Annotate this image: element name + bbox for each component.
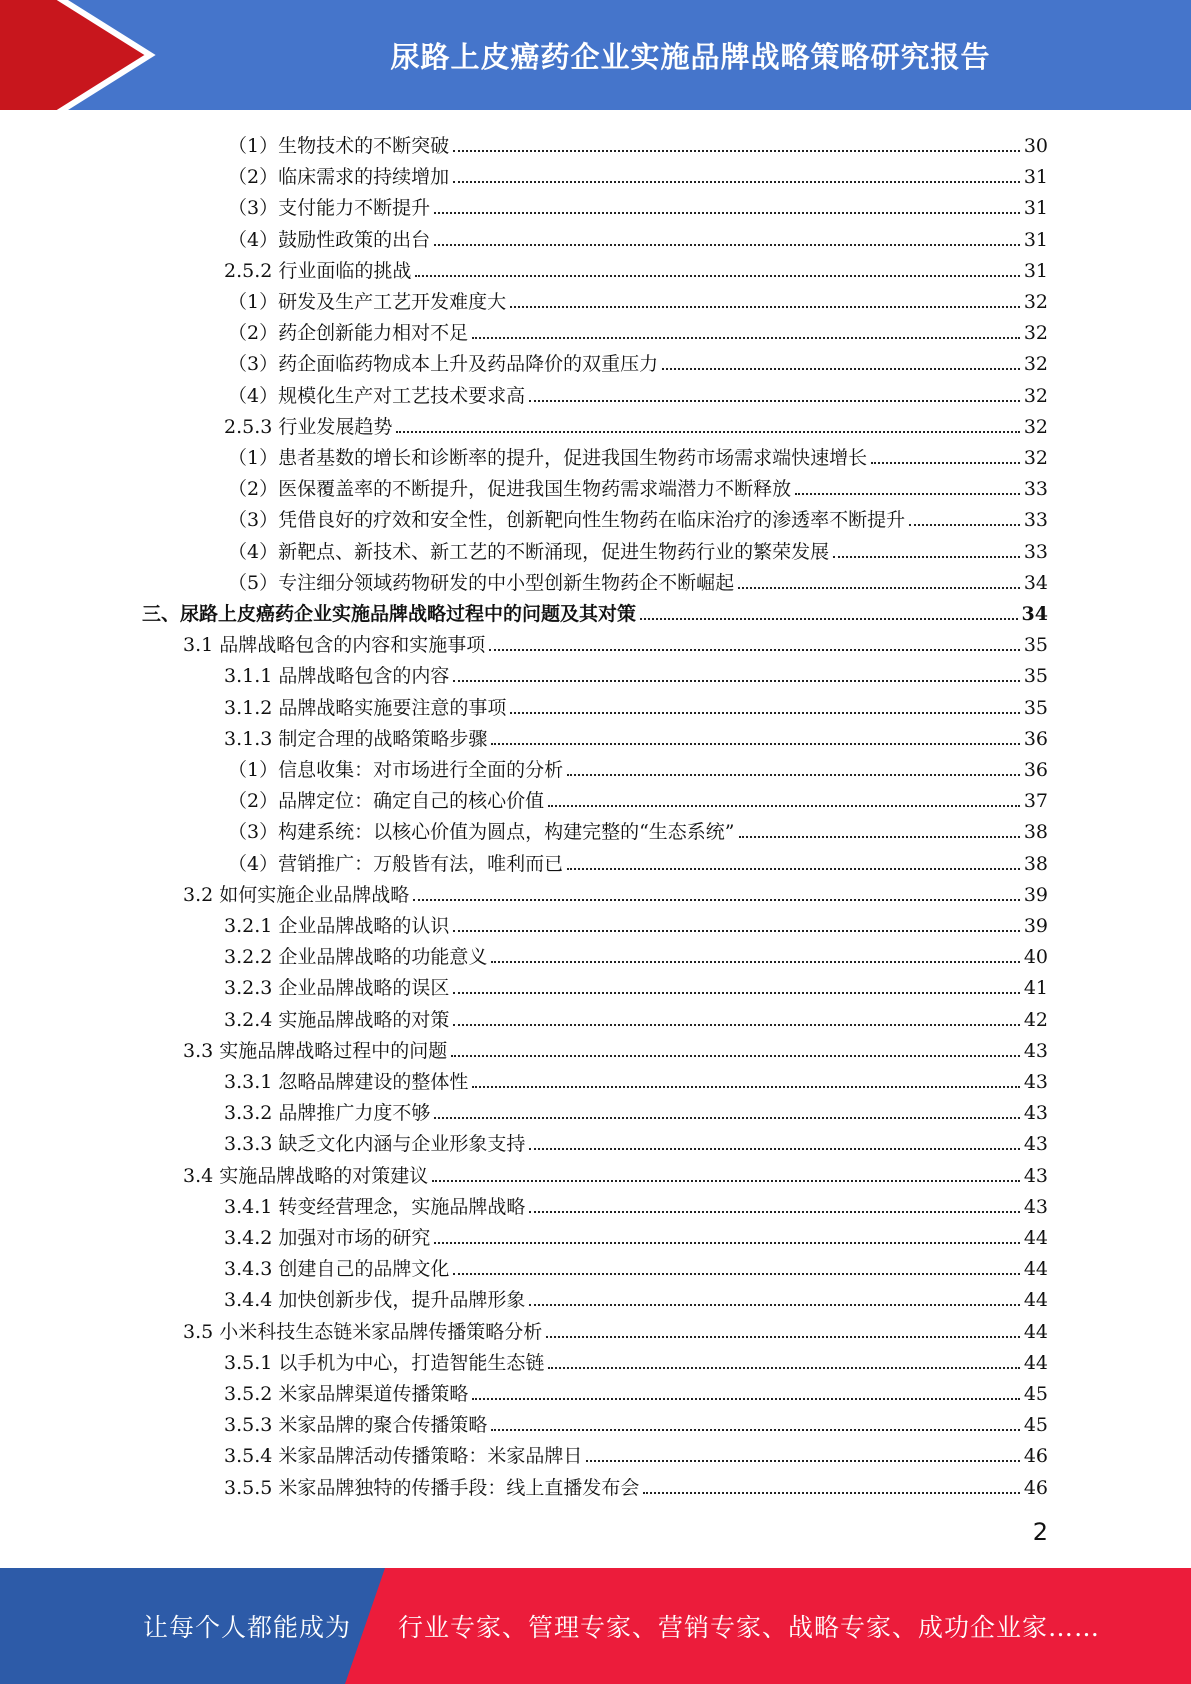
toc-entry-title: 3.3.2 品牌推广力度不够 bbox=[224, 1102, 431, 1124]
toc-dot-leader bbox=[434, 1117, 1019, 1119]
toc-entry-title: 3.4.1 转变经营理念，实施品牌战略 bbox=[224, 1196, 526, 1218]
toc-dot-leader bbox=[453, 992, 1019, 994]
toc-entry[interactable] bbox=[228, 221, 1048, 252]
toc-entry-title: （4）营销推广：万般皆有法，唯利而已 bbox=[228, 853, 564, 875]
toc-entry[interactable] bbox=[224, 689, 1048, 720]
toc-dot-leader bbox=[434, 1242, 1019, 1244]
toc-entry-page: 42 bbox=[1023, 1009, 1048, 1031]
toc-entry-title: 3.1 品牌战略包含的内容和实施事项 bbox=[183, 634, 486, 656]
toc-entry[interactable] bbox=[224, 657, 1048, 688]
toc-entry[interactable] bbox=[224, 408, 1048, 439]
toc-entry-page: 44 bbox=[1023, 1321, 1048, 1343]
toc-entry-page: 34 bbox=[1023, 572, 1048, 594]
toc-dot-leader bbox=[434, 244, 1020, 246]
toc-dot-leader bbox=[739, 836, 1020, 838]
document-title: 尿路上皮癌药企业实施品牌战略策略研究报告 bbox=[390, 39, 991, 74]
toc-entry-title: 3.4.4 加快创新步伐，提升品牌形象 bbox=[224, 1289, 526, 1311]
toc-entry[interactable] bbox=[224, 1281, 1048, 1312]
toc-entry[interactable] bbox=[224, 1125, 1048, 1156]
toc-entry[interactable] bbox=[228, 314, 1048, 345]
toc-entry-title: 3.2 如何实施企业品牌战略 bbox=[183, 884, 410, 906]
toc-entry[interactable] bbox=[224, 1344, 1048, 1375]
toc-entry-page: 39 bbox=[1023, 884, 1048, 906]
toc-entry-page: 31 bbox=[1023, 197, 1048, 219]
toc-dot-leader bbox=[510, 712, 1019, 714]
toc-entry-page: 36 bbox=[1023, 728, 1048, 750]
toc-entry[interactable] bbox=[228, 751, 1048, 782]
toc-entry[interactable] bbox=[224, 720, 1048, 751]
toc-entry[interactable] bbox=[228, 533, 1048, 564]
toc-entry-page: 45 bbox=[1023, 1383, 1048, 1405]
toc-entry-title: （1）研发及生产工艺开发难度大 bbox=[228, 291, 507, 313]
toc-dot-leader bbox=[529, 1148, 1019, 1150]
toc-dot-leader bbox=[453, 1273, 1019, 1275]
toc-entry-page: 32 bbox=[1023, 322, 1048, 344]
toc-entry[interactable] bbox=[183, 876, 1048, 907]
toc-dot-leader bbox=[453, 1024, 1019, 1026]
toc-entry-title: （1）患者基数的增长和诊断率的提升，促进我国生物药市场需求端快速增长 bbox=[228, 447, 868, 469]
toc-entry-title: 3.3.1 忽略品牌建设的整体性 bbox=[224, 1071, 469, 1093]
toc-entry-page: 39 bbox=[1023, 915, 1048, 937]
toc-dot-leader bbox=[529, 1304, 1019, 1306]
toc-dot-leader bbox=[491, 961, 1019, 963]
toc-entry-page: 36 bbox=[1023, 759, 1048, 781]
toc-dot-leader bbox=[434, 212, 1020, 214]
toc-entry[interactable] bbox=[228, 158, 1048, 189]
toc-dot-leader bbox=[548, 1367, 1019, 1369]
toc-entry-page: 35 bbox=[1023, 665, 1048, 687]
toc-entry[interactable] bbox=[224, 1188, 1048, 1219]
toc-dot-leader bbox=[510, 306, 1020, 308]
toc-entry-title: 3.3.3 缺乏文化内涵与企业形象支持 bbox=[224, 1133, 526, 1155]
toc-dot-leader bbox=[833, 556, 1020, 558]
toc-entry-title: 3.2.2 企业品牌战略的功能意义 bbox=[224, 946, 488, 968]
toc-dot-leader bbox=[472, 1086, 1019, 1088]
toc-entry-title: 三、尿路上皮癌药企业实施品牌战略过程中的问题及其对策 bbox=[142, 603, 637, 625]
toc-entry[interactable] bbox=[228, 189, 1048, 220]
toc-entry-title: 3.5.3 米家品牌的聚合传播策略 bbox=[224, 1414, 488, 1436]
toc-entry[interactable] bbox=[183, 1032, 1048, 1063]
toc-dot-leader bbox=[529, 400, 1020, 402]
toc-dot-leader bbox=[643, 1492, 1019, 1494]
toc-entry[interactable] bbox=[224, 969, 1048, 1000]
toc-dot-leader bbox=[548, 805, 1020, 807]
toc-entry[interactable] bbox=[224, 1001, 1048, 1032]
toc-entry-title: （2）临床需求的持续增加 bbox=[228, 166, 450, 188]
toc-dot-leader bbox=[662, 368, 1020, 370]
toc-entry[interactable] bbox=[228, 283, 1048, 314]
page-number: 2 bbox=[1032, 1518, 1048, 1546]
toc-entry[interactable] bbox=[228, 127, 1048, 158]
toc-entry[interactable] bbox=[224, 907, 1048, 938]
toc-entry-title: （3）凭借良好的疗效和安全性，创新靶向性生物药在临床治疗的渗透率不断提升 bbox=[228, 509, 906, 531]
toc-entry-page: 44 bbox=[1023, 1227, 1048, 1249]
toc-dot-leader bbox=[640, 618, 1018, 620]
toc-dot-leader bbox=[567, 868, 1020, 870]
toc-dot-leader bbox=[909, 524, 1020, 526]
page-footer bbox=[0, 1568, 1191, 1684]
toc-entry-page: 45 bbox=[1023, 1414, 1048, 1436]
toc-entry-title: （2）品牌定位：确定自己的核心价值 bbox=[228, 790, 545, 812]
toc-entry[interactable] bbox=[228, 470, 1048, 501]
toc-dot-leader bbox=[472, 337, 1020, 339]
toc-entry[interactable] bbox=[228, 439, 1048, 470]
toc-dot-leader bbox=[586, 1460, 1019, 1462]
toc-entry-title: 2.5.3 行业发展趋势 bbox=[224, 416, 393, 438]
toc-entry[interactable] bbox=[224, 1437, 1048, 1468]
toc-dot-leader bbox=[738, 587, 1020, 589]
toc-entry-page: 32 bbox=[1023, 447, 1048, 469]
toc-entry-page: 38 bbox=[1023, 853, 1048, 875]
toc-entry-title: （2）医保覆盖率的不断提升，促进我国生物药需求端潜力不断释放 bbox=[228, 478, 792, 500]
toc-entry-page: 43 bbox=[1023, 1165, 1048, 1187]
toc-dot-leader bbox=[529, 1211, 1019, 1213]
toc-entry-title: （3）构建系统：以核心价值为圆点，构建完整的“生态系统” bbox=[228, 821, 735, 843]
toc-entry-title: 3.5.5 米家品牌独特的传播手段：线上直播发布会 bbox=[224, 1477, 640, 1499]
toc-entry-page: 40 bbox=[1023, 946, 1048, 968]
toc-entry-page: 30 bbox=[1023, 135, 1048, 157]
toc-entry[interactable] bbox=[228, 345, 1048, 376]
toc-entry-title: （5）专注细分领域药物研发的中小型创新生物药企不断崛起 bbox=[228, 572, 735, 594]
toc-entry-page: 44 bbox=[1023, 1289, 1048, 1311]
toc-entry[interactable] bbox=[224, 938, 1048, 969]
toc-dot-leader bbox=[453, 930, 1019, 932]
toc-entry-page: 46 bbox=[1023, 1445, 1048, 1467]
toc-dot-leader bbox=[489, 649, 1020, 651]
toc-dot-leader bbox=[546, 1336, 1020, 1338]
toc-entry-title: 3.2.4 实施品牌战略的对策 bbox=[224, 1009, 450, 1031]
toc-entry[interactable] bbox=[224, 1250, 1048, 1281]
toc-entry[interactable] bbox=[228, 813, 1048, 844]
toc-entry-page: 43 bbox=[1023, 1040, 1048, 1062]
toc-entry-page: 44 bbox=[1023, 1352, 1048, 1374]
toc-entry-title: （1）信息收集：对市场进行全面的分析 bbox=[228, 759, 564, 781]
toc-entry-title: （4）规模化生产对工艺技术要求高 bbox=[228, 385, 526, 407]
toc-entry-title: 3.2.1 企业品牌战略的认识 bbox=[224, 915, 450, 937]
toc-entry-title: 3.4 实施品牌战略的对策建议 bbox=[183, 1165, 429, 1187]
toc-entry-title: 2.5.2 行业面临的挑战 bbox=[224, 260, 412, 282]
toc-entry[interactable] bbox=[224, 1094, 1048, 1125]
header-red-arrow bbox=[0, 0, 148, 110]
toc-dot-leader bbox=[795, 493, 1020, 495]
toc-dot-leader bbox=[415, 275, 1019, 277]
toc-entry-page: 32 bbox=[1023, 416, 1048, 438]
toc-entry-title: 3.4.2 加强对市场的研究 bbox=[224, 1227, 431, 1249]
toc-entry-title: 3.1.3 制定合理的战略策略步骤 bbox=[224, 728, 488, 750]
toc-entry-page: 38 bbox=[1023, 821, 1048, 843]
toc-entry[interactable] bbox=[142, 595, 1048, 626]
toc-entry-page: 41 bbox=[1023, 977, 1048, 999]
toc-entry-title: （3）支付能力不断提升 bbox=[228, 197, 431, 219]
toc-dot-leader bbox=[871, 462, 1020, 464]
toc-dot-leader bbox=[396, 431, 1019, 433]
toc-entry[interactable] bbox=[224, 252, 1048, 283]
toc-entry-title: 3.1.1 品牌战略包含的内容 bbox=[224, 665, 450, 687]
toc-entry[interactable] bbox=[224, 1406, 1048, 1437]
toc-entry-page: 46 bbox=[1023, 1477, 1048, 1499]
toc-entry[interactable] bbox=[183, 1157, 1048, 1188]
toc-entry-page: 43 bbox=[1023, 1133, 1048, 1155]
toc-entry-page: 34 bbox=[1021, 603, 1048, 625]
toc-entry[interactable] bbox=[228, 782, 1048, 813]
toc-dot-leader bbox=[453, 181, 1020, 183]
toc-entry-title: 3.5 小米科技生态链米家品牌传播策略分析 bbox=[183, 1321, 543, 1343]
toc-entry-page: 33 bbox=[1023, 478, 1048, 500]
toc-entry-title: （1）生物技术的不断突破 bbox=[228, 135, 450, 157]
toc-entry[interactable] bbox=[228, 564, 1048, 595]
toc-entry-title: 3.1.2 品牌战略实施要注意的事项 bbox=[224, 697, 507, 719]
toc-entry-page: 32 bbox=[1023, 385, 1048, 407]
toc-entry-title: （3）药企面临药物成本上升及药品降价的双重压力 bbox=[228, 353, 659, 375]
toc-dot-leader bbox=[472, 1398, 1019, 1400]
toc-dot-leader bbox=[453, 150, 1020, 152]
toc-entry-page: 44 bbox=[1023, 1258, 1048, 1280]
toc-entry-title: 3.5.2 米家品牌渠道传播策略 bbox=[224, 1383, 469, 1405]
toc-entry[interactable] bbox=[224, 1063, 1048, 1094]
toc-entry[interactable] bbox=[228, 501, 1048, 532]
toc-entry-title: 3.5.4 米家品牌活动传播策略：米家品牌日 bbox=[224, 1445, 583, 1467]
toc-entry-page: 33 bbox=[1023, 509, 1048, 531]
toc-entry[interactable] bbox=[224, 1469, 1048, 1500]
toc-entry[interactable] bbox=[224, 1375, 1048, 1406]
toc-entry-page: 33 bbox=[1023, 541, 1048, 563]
toc-entry-title: （4）新靶点、新技术、新工艺的不断涌现，促进生物药行业的繁荣发展 bbox=[228, 541, 830, 563]
toc-dot-leader bbox=[567, 774, 1020, 776]
page-header bbox=[0, 0, 1191, 110]
toc-dot-leader bbox=[432, 1180, 1020, 1182]
toc-entry-page: 32 bbox=[1023, 291, 1048, 313]
toc-entry-page: 43 bbox=[1023, 1196, 1048, 1218]
toc-entry-page: 32 bbox=[1023, 353, 1048, 375]
toc-entry-title: 3.3 实施品牌战略过程中的问题 bbox=[183, 1040, 448, 1062]
toc-entry-page: 35 bbox=[1023, 697, 1048, 719]
footer-slogan-left: 让每个人都能成为 bbox=[143, 1613, 352, 1642]
toc-entry[interactable] bbox=[183, 626, 1048, 657]
toc-entry[interactable] bbox=[224, 1219, 1048, 1250]
toc-entry-title: 3.4.3 创建自己的品牌文化 bbox=[224, 1258, 450, 1280]
toc-entry-page: 43 bbox=[1023, 1102, 1048, 1124]
toc-entry-page: 43 bbox=[1023, 1071, 1048, 1093]
toc-entry-title: 3.5.1 以手机为中心，打造智能生态链 bbox=[224, 1352, 545, 1374]
toc-entry-page: 31 bbox=[1023, 260, 1048, 282]
toc-entry-title: 3.2.3 企业品牌战略的误区 bbox=[224, 977, 450, 999]
toc-dot-leader bbox=[451, 1055, 1020, 1057]
toc-entry-page: 35 bbox=[1023, 634, 1048, 656]
toc-entry-title: （2）药企创新能力相对不足 bbox=[228, 322, 469, 344]
toc-entry-title: （4）鼓励性政策的出台 bbox=[228, 229, 431, 251]
toc-dot-leader bbox=[453, 680, 1019, 682]
toc-entry-page: 31 bbox=[1023, 229, 1048, 251]
toc-entry-page: 37 bbox=[1023, 790, 1048, 812]
toc-entry[interactable] bbox=[228, 845, 1048, 876]
toc-dot-leader bbox=[491, 743, 1019, 745]
toc-dot-leader bbox=[491, 1429, 1019, 1431]
toc-entry[interactable] bbox=[183, 1313, 1048, 1344]
footer-slogan-right: 行业专家、管理专家、营销专家、战略专家、成功企业家…… bbox=[398, 1613, 1101, 1642]
toc-dot-leader bbox=[413, 899, 1020, 901]
toc-entry-page: 31 bbox=[1023, 166, 1048, 188]
toc-entry[interactable] bbox=[228, 377, 1048, 408]
